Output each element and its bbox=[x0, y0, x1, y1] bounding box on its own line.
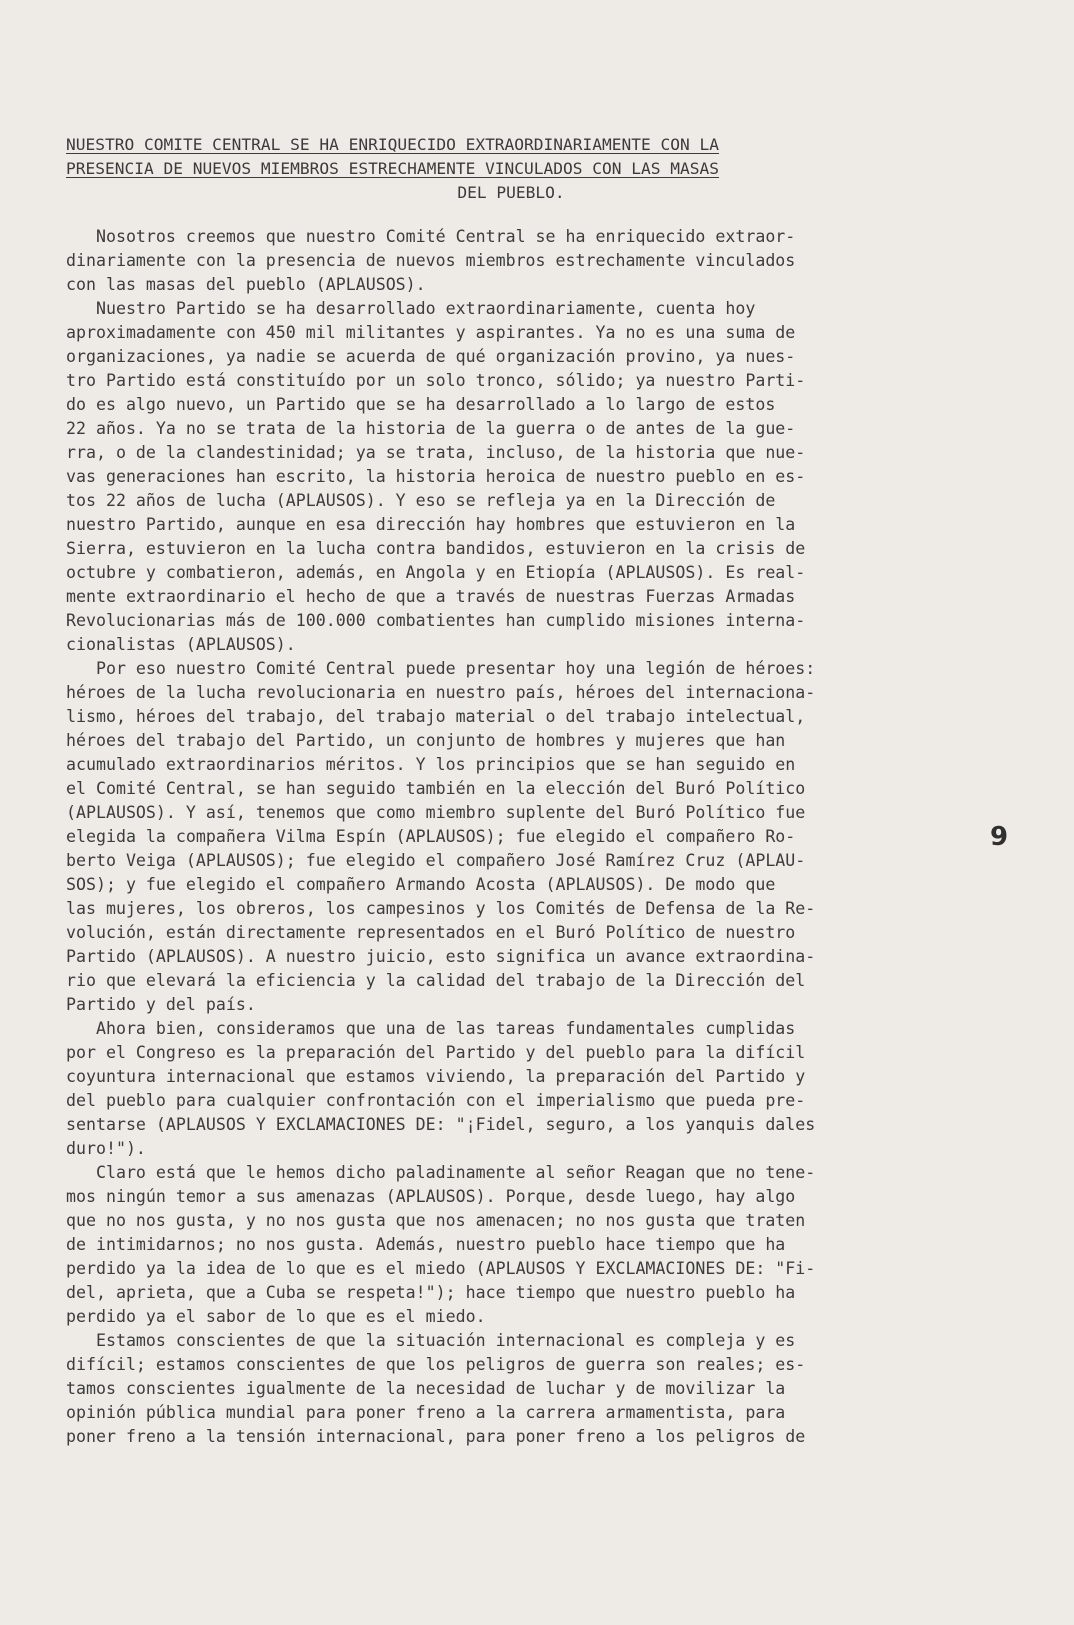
text-line: héroes de la lucha revolucionaria en nuestro país, héroes del internaciona- bbox=[66, 683, 816, 702]
text-line: opinión pública mundial para poner freno a la carrera armamentista, para bbox=[66, 1403, 786, 1422]
text-line: Ahora bien, consideramos que una de las tareas fundamentales cumplidas bbox=[66, 1019, 796, 1038]
text-line: que no nos gusta, y no nos gusta que nos amenacen; no nos gusta que traten bbox=[66, 1211, 806, 1230]
text-line: Revolucionarias más de 100.000 combatientes han cumplido misiones interna- bbox=[66, 611, 806, 630]
text-line: berto Veiga (APLAUSOS); fue elegido el compañero José Ramírez Cruz (APLAU- bbox=[66, 851, 806, 870]
text-line: del, aprieta, que a Cuba se respeta!"); hace tiempo que nuestro pueblo ha bbox=[66, 1283, 796, 1302]
text-line: nuestro Partido, aunque en esa dirección hay hombres que estuvieron en la bbox=[66, 515, 796, 534]
text-line: lismo, héroes del trabajo, del trabajo material o del trabajo intelectual, bbox=[66, 707, 806, 726]
section-heading bbox=[66, 133, 956, 205]
text-line: Sierra, estuvieron en la lucha contra bandidos, estuvieron en la crisis de bbox=[66, 539, 806, 558]
text-line: poner freno a la tensión internacional, para poner freno a los peligros de bbox=[66, 1427, 806, 1446]
text-line: Por eso nuestro Comité Central puede presentar hoy una legión de héroes: bbox=[66, 659, 816, 678]
text-line: do es algo nuevo, un Partido que se ha desarrollado a lo largo de estos bbox=[66, 395, 776, 414]
text-line: Estamos conscientes de que la situación internacional es compleja y es bbox=[66, 1331, 796, 1350]
text-line: perdido ya la idea de lo que es el miedo (APLAUSOS Y EXCLAMACIONES DE: "Fi- bbox=[66, 1259, 816, 1278]
text-line: del pueblo para cualquier confrontación con el imperialismo que pueda pre- bbox=[66, 1091, 806, 1110]
page-number: 9 bbox=[990, 822, 1009, 852]
text-line: perdido ya el sabor de lo que es el miedo. bbox=[66, 1307, 486, 1326]
text-line: cionalistas (APLAUSOS). bbox=[66, 635, 296, 654]
text-line: rio que elevará la eficiencia y la calidad del trabajo de la Dirección del bbox=[66, 971, 806, 990]
text-line: por el Congreso es la preparación del Partido y del pueblo para la difícil bbox=[66, 1043, 806, 1062]
text-line: héroes del trabajo del Partido, un conjunto de hombres y mujeres que han bbox=[66, 731, 786, 750]
text-line: 22 años. Ya no se trata de la historia de la guerra o de antes de la gue- bbox=[66, 419, 796, 438]
text-line: sentarse (APLAUSOS Y EXCLAMACIONES DE: "¡Fidel, seguro, a los yanquis dales bbox=[66, 1115, 816, 1134]
text-line: SOS); y fue elegido el compañero Armando Acosta (APLAUSOS). De modo que bbox=[66, 875, 776, 894]
text-line: Partido (APLAUSOS). A nuestro juicio, esto significa un avance extraordina- bbox=[66, 947, 816, 966]
text-line: mente extraordinario el hecho de que a través de nuestras Fuerzas Armadas bbox=[66, 587, 796, 606]
text-line: coyuntura internacional que estamos viviendo, la preparación del Partido y bbox=[66, 1067, 806, 1086]
heading-line: NUESTRO COMITE CENTRAL SE HA ENRIQUECIDO EXTRAORDINARIAMENTE CON LA bbox=[66, 135, 719, 154]
text-line: difícil; estamos conscientes de que los peligros de guerra son reales; es- bbox=[66, 1355, 806, 1374]
text-line: Nosotros creemos que nuestro Comité Central se ha enriquecido extraor- bbox=[66, 227, 796, 246]
text-line: organizaciones, ya nadie se acuerda de qué organización provino, ya nues- bbox=[66, 347, 796, 366]
text-line: con las masas del pueblo (APLAUSOS). bbox=[66, 275, 426, 294]
heading-line: DEL PUEBLO. bbox=[457, 183, 565, 202]
text-line: tro Partido está constituído por un solo tronco, sólido; ya nuestro Parti- bbox=[66, 371, 806, 390]
text-line: acumulado extraordinarios méritos. Y los principios que se han seguido en bbox=[66, 755, 796, 774]
text-line: rra, o de la clandestinidad; ya se trata, incluso, de la historia que nue- bbox=[66, 443, 806, 462]
text-line: octubre y combatieron, además, en Angola y en Etiopía (APLAUSOS). Es real- bbox=[66, 563, 806, 582]
text-line: Nuestro Partido se ha desarrollado extraordinariamente, cuenta hoy bbox=[66, 299, 756, 318]
text-line: Partido y del país. bbox=[66, 995, 256, 1014]
text-line: las mujeres, los obreros, los campesinos y los Comités de Defensa de la Re- bbox=[66, 899, 816, 918]
text-line: aproximadamente con 450 mil militantes y aspirantes. Ya no es una suma de bbox=[66, 323, 796, 342]
text-line: Claro está que le hemos dicho paladinamente al señor Reagan que no tene- bbox=[66, 1163, 816, 1182]
text-line: volución, están directamente representados en el Buró Político de nuestro bbox=[66, 923, 796, 942]
body-text bbox=[66, 225, 966, 1449]
text-line: tamos conscientes igualmente de la necesidad de luchar y de movilizar la bbox=[66, 1379, 786, 1398]
text-line: elegida la compañera Vilma Espín (APLAUSOS); fue elegido el compañero Ro- bbox=[66, 827, 796, 846]
text-line: tos 22 años de lucha (APLAUSOS). Y eso se refleja ya en la Dirección de bbox=[66, 491, 776, 510]
text-line: dinariamente con la presencia de nuevos miembros estrechamente vinculados bbox=[66, 251, 796, 270]
text-line: de intimidarnos; no nos gusta. Además, nuestro pueblo hace tiempo que ha bbox=[66, 1235, 786, 1254]
text-line: el Comité Central, se han seguido también en la elección del Buró Político bbox=[66, 779, 806, 798]
text-line: mos ningún temor a sus amenazas (APLAUSOS). Porque, desde luego, hay algo bbox=[66, 1187, 796, 1206]
text-line: duro!"). bbox=[66, 1139, 146, 1158]
text-line: (APLAUSOS). Y así, tenemos que como miembro suplente del Buró Político fue bbox=[66, 803, 806, 822]
heading-line: PRESENCIA DE NUEVOS MIEMBROS ESTRECHAMENTE VINCULADOS CON LAS MASAS bbox=[66, 159, 719, 178]
text-line: vas generaciones han escrito, la historia heroica de nuestro pueblo en es- bbox=[66, 467, 806, 486]
